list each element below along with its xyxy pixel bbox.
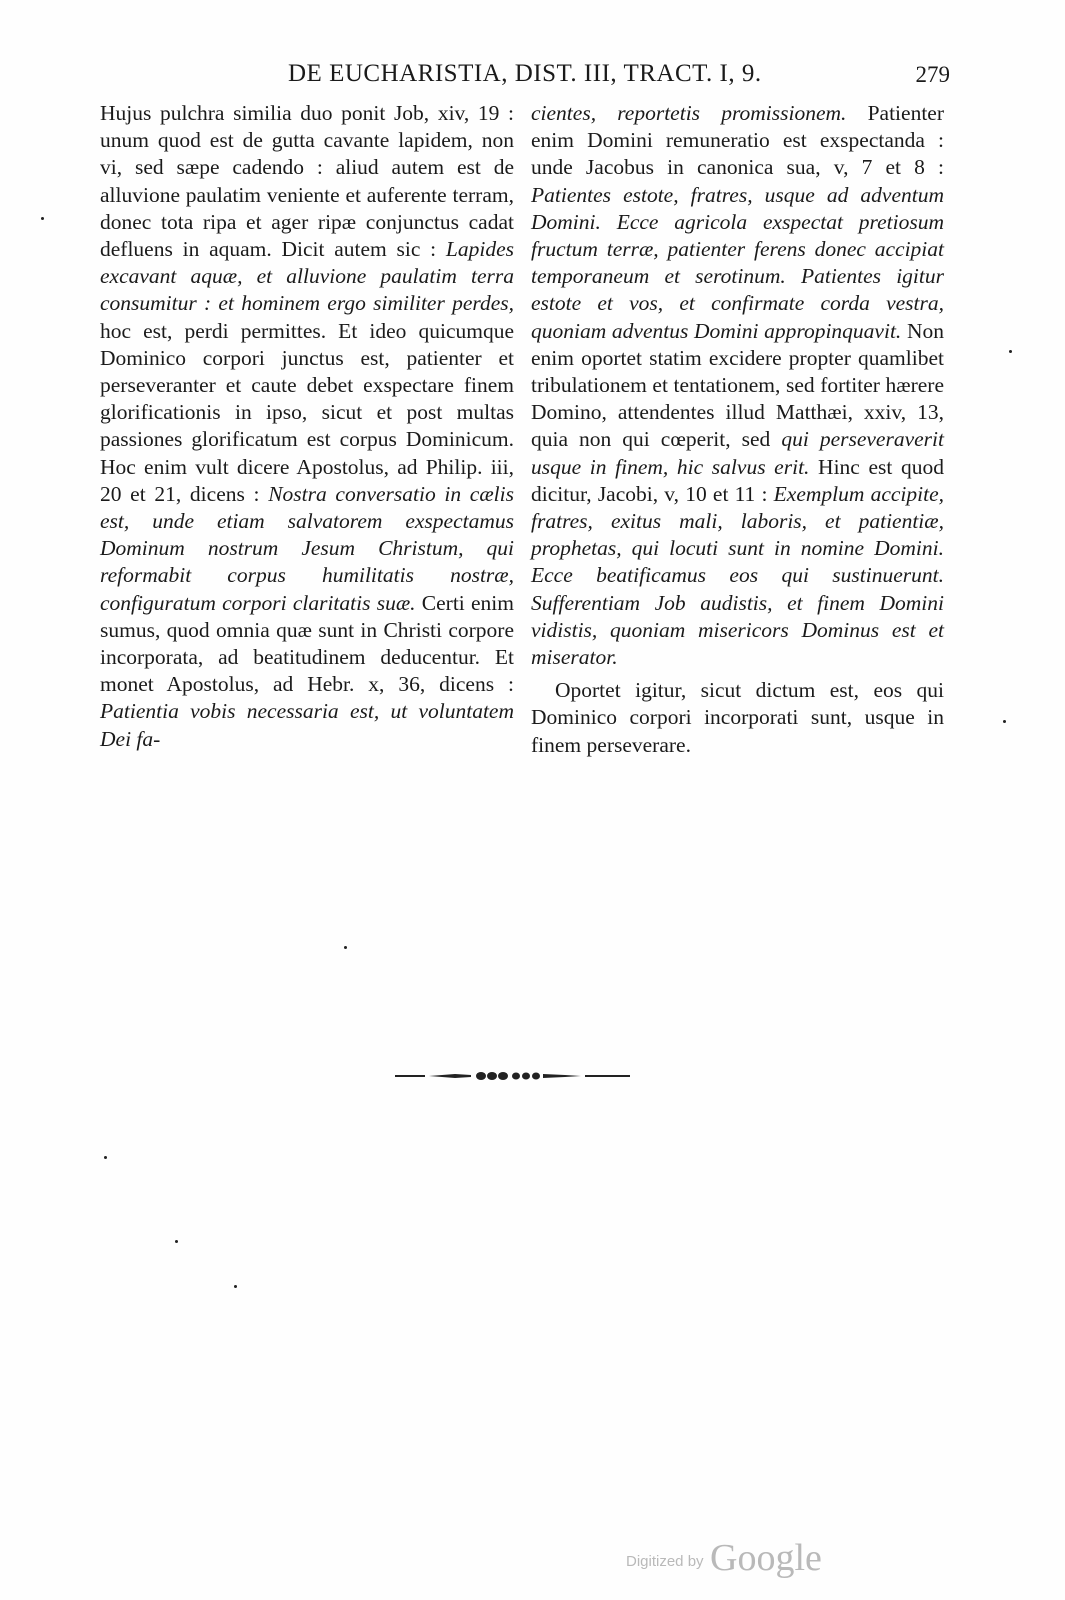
text-run: Non enim oportet statim excidere propter quamlibet tribulationem et tentationem, sed fortiter hærere Domino, attendentes illud Matthæi, xxiv, 13, quia non qui cœperit, sed xyxy=(531,318,944,452)
text-run-italic: Exemplum accipite, fratres, exitus mali, laboris, et patientiæ, prophetas, qui locuti sunt in nomine Domini. Ecce beatificamus eos qui sustinuerunt. Sufferentiam Job audistis, et finem Domini vidistis, quoniam misericors Dominus est et miserator. xyxy=(531,481,945,670)
ink-speck xyxy=(104,1156,107,1159)
text-run-italic: Patientes estote, fratres, usque ad adventum Domini. Ecce agricola exspectat pretiosum fructum terræ, patienter ferens donec accipiat temporaneum et serotinum. Patientes igitur estote et vos, et confirmate corda vestra, quoniam adventus Domini appropinquavit. xyxy=(531,182,944,343)
paragraph xyxy=(100,100,514,753)
text-run-italic: qui perseveraverit usque in finem, hic salvus erit. xyxy=(531,427,944,479)
ink-speck xyxy=(175,1240,178,1243)
right-column xyxy=(531,100,944,759)
ink-speck xyxy=(1003,720,1006,723)
text-run: Hujus pulchra similia duo ponit Job, xiv, 19 : unum quod est de gutta cavante lapidem, non vi, sed sæpe cadendo : aliud autem est de alluvione paulatim veniente et auferente terram, donec tota ripa et ager ripæ conjunctus cadat defluens in aquam. Dicit autem sic : xyxy=(100,101,514,262)
text-run-italic: Lapides excavant aquæ, et alluvione paulatim terra consumitur : et hominem ergo similiter perdes, xyxy=(100,237,514,316)
ink-speck xyxy=(344,946,347,949)
left-column xyxy=(100,100,514,753)
ink-speck xyxy=(1009,350,1012,353)
ornamental-rule-icon xyxy=(395,1069,630,1083)
running-header xyxy=(280,60,950,100)
paragraph xyxy=(531,100,944,671)
text-run: Certi enim sumus, quod omnia quæ sunt in Christi corpore incorporata, ad beatitudinem deducentur. Et monet Apostolus, ad Hebr. x, 36, dicens : xyxy=(100,590,514,697)
text-run-italic: Patientia vobis necessaria est, ut voluntatem Dei fa- xyxy=(100,699,514,751)
text-run-italic: cientes, reportetis promissionem. xyxy=(531,101,847,125)
running-title: DE EUCHARISTIA, DIST. III, TRACT. I, 9. xyxy=(288,60,762,87)
text-run: hoc est, perdi permittes. Et ideo quicumque Dominico corpori junctus est, patienter et perseveranter et caute debet exspectare finem glorificationis in ipso, sicut et post multas passiones glorificatum est corpus Dominicum. Hoc enim vult dicere Apostolus, ad Philip. iii, 20 et 21, dicens : xyxy=(100,318,514,506)
ink-speck xyxy=(234,1285,237,1288)
text-run: Hinc est quod dicitur, Jacobi, v, 10 et 11 : xyxy=(531,454,944,506)
text-run-italic: Nostra conversatio in cælis est, unde etiam salvatorem exspectamus Dominum nostrum Jesum Christum, qui reformabit corpus humilitatis nostræ, configuratum corpori claritatis suæ. xyxy=(100,481,514,615)
text-run: Patienter enim Domini remuneratio est exspectanda : unde Jacobus in canonica sua, v, 7 et 8 : xyxy=(531,101,944,180)
watermark-prefix: Digitized by xyxy=(626,1553,704,1570)
watermark-brand-logo: Google xyxy=(710,1537,822,1579)
paragraph xyxy=(531,677,944,759)
digitized-watermark xyxy=(626,1536,822,1579)
ink-speck xyxy=(41,217,44,220)
page-number: 279 xyxy=(915,62,950,87)
text-run: Oportet igitur, sicut dictum est, eos qui Dominico corpori incorporati sunt, usque in finem perseverare. xyxy=(531,678,944,757)
